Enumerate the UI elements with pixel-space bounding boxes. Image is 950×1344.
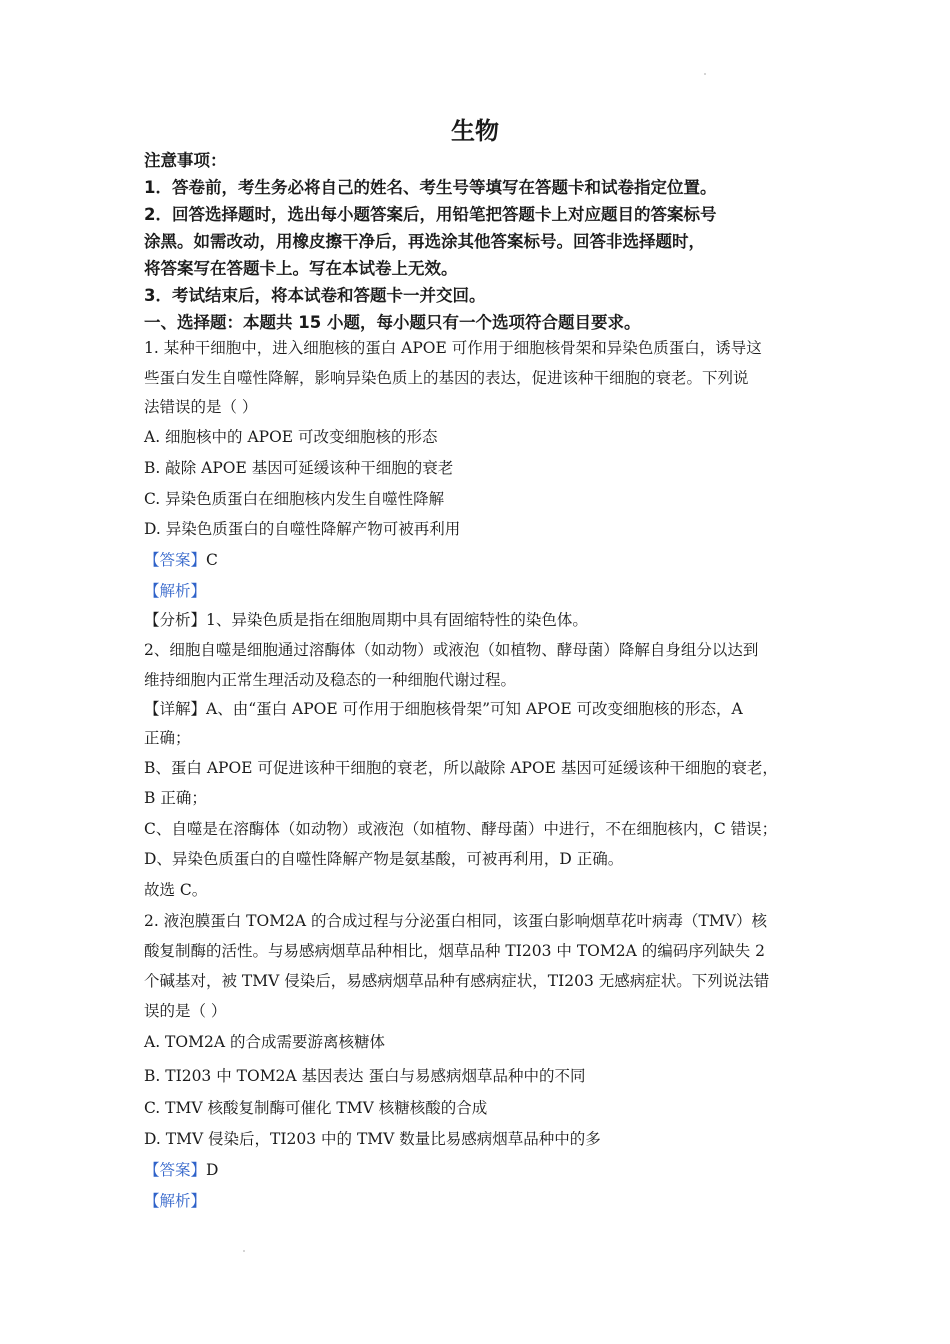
question-stem: 2. 液泡膜蛋白 TOM2A 的合成过程与分泌蛋白相同，该蛋白影响烟草花叶病毒（TMV）核: [144, 912, 767, 930]
option-d: D. TMV 侵染后，TI203 中的 TMV 数量比易感病烟草品种中的多: [144, 1130, 601, 1148]
question-stem: 1. 某种干细胞中，进入细胞核的蛋白 APOE 可作用于细胞核骨架和异染色质蛋白，诱导这: [144, 339, 762, 357]
analysis-label: 【解析】: [144, 582, 207, 600]
notice-item: 涂黑。如需改动，用橡皮擦干净后，再选涂其他答案标号。回答非选择题时，: [144, 232, 705, 251]
analysis-line: 2、细胞自噬是细胞通过溶酶体（如动物）或液泡（如植物、酵母菌）降解自身组分以达到: [144, 641, 759, 659]
detail-line: [144, 698, 824, 720]
question-stem: 误的是（ ）: [144, 1002, 227, 1020]
detail-line: C、自噬是在溶酶体（如动物）或液泡（如植物、酵母菌）中进行，不在细胞核内，C 错误；: [144, 820, 778, 838]
question-stem: 酸复制酶的活性。与易感病烟草品种相比，烟草品种 TI203 中 TOM2A 的编码序列缺失 2: [144, 942, 766, 960]
answer-line: [144, 549, 824, 571]
answer-label: 【答案】: [144, 551, 207, 569]
analysis-label: 【解析】: [144, 1192, 207, 1210]
option-a: A. TOM2A 的合成需要游离核糖体: [144, 1033, 385, 1051]
detail-line: B 正确；: [144, 789, 207, 807]
option-c: C. 异染色质蛋白在细胞核内发生自噬性降解: [144, 490, 445, 508]
answer-value: D: [206, 1161, 219, 1179]
notice-item: 1．答卷前，考生务必将自己的姓名、考生号等填写在答题卡和试卷指定位置。: [144, 178, 717, 197]
xiangjie-text: A、由“蛋白 APOE 可作用于细胞核骨架”可知 APOE 可改变细胞核的形态，A: [206, 700, 743, 718]
xiangjie-label: 【详解】: [144, 700, 207, 718]
question-stem: 些蛋白发生自噬性降解，影响异染色质上的基因的表达，促进该种干细胞的衰老。下列说: [144, 369, 749, 387]
notice-item: 2．回答选择题时，选出每小题答案后，用铅笔把答题卡上对应题目的答案标号: [144, 205, 717, 224]
notice-heading: 注意事项：: [144, 151, 227, 170]
analysis-line: [144, 609, 824, 631]
notice-item: 3．考试结束后，将本试卷和答题卡一并交回。: [144, 286, 486, 305]
fenxi-label: 【分析】: [144, 611, 207, 629]
option-b: B. TI203 中 TOM2A 基因表达 蛋白与易感病烟草品种中的不同: [144, 1067, 586, 1085]
detail-line: 故选 C。: [144, 881, 208, 899]
detail-line: 正确；: [144, 729, 191, 747]
notice-item: 将答案写在答题卡上。写在本试卷上无效。: [144, 259, 458, 278]
option-b: B. 敲除 APOE 基因可延缓该种干细胞的衰老: [144, 459, 454, 477]
answer-label: 【答案】: [144, 1161, 207, 1179]
question-stem: 法错误的是（ ）: [144, 398, 258, 416]
answer-line: [144, 1159, 824, 1181]
option-a: A. 细胞核中的 APOE 可改变细胞核的形态: [144, 428, 438, 446]
page-title: 生物: [451, 116, 499, 145]
section-heading: 一、选择题：本题共 15 小题，每小题只有一个选项符合题目要求。: [144, 313, 641, 332]
scan-speck: [243, 1250, 245, 1252]
fenxi-text: 1、异染色质是指在细胞周期中具有固缩特性的染色体。: [206, 611, 588, 629]
answer-value: C: [206, 551, 218, 569]
option-d: D. 异染色质蛋白的自噬性降解产物可被再利用: [144, 520, 461, 538]
detail-line: D、异染色质蛋白的自噬性降解产物是氨基酸，可被再利用，D 正确。: [144, 850, 624, 868]
scan-speck: [704, 73, 706, 75]
option-c: C. TMV 核酸复制酶可催化 TMV 核糖核酸的合成: [144, 1099, 488, 1117]
analysis-line: 维持细胞内正常生理活动及稳态的一种细胞代谢过程。: [144, 671, 517, 689]
detail-line: B、蛋白 APOE 可促进该种干细胞的衰老，所以敲除 APOE 基因可延缓该种干细胞的衰老，: [144, 759, 778, 777]
question-stem: 个碱基对，被 TMV 侵染后，易感病烟草品种有感病症状，TI203 无感病症状。下列说法错: [144, 972, 770, 990]
